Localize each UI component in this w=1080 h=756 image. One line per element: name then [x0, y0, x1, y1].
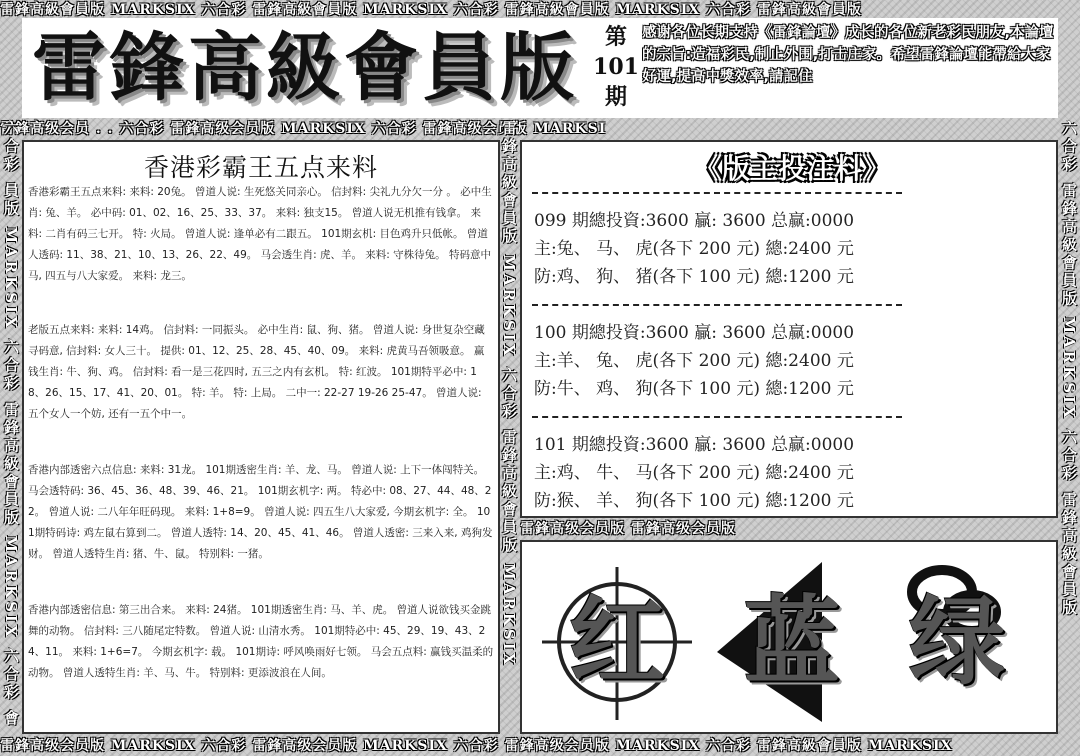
color-word-green: 绿: [909, 585, 1005, 698]
period-guard-pick: 防:猴、 羊、 狗(各下 100 元) 總:1200 元: [534, 491, 854, 511]
color-word-red: 红: [569, 585, 665, 698]
period-main-pick: 主:羊、 兔、 虎(各下 200 元) 總:2400 元: [534, 351, 854, 371]
right-side-band: 六合彩 雷鋒高級會員版 MARKSIX 六合彩 雷鋒高級會員版: [1060, 120, 1078, 618]
info-block: 香港内部透密信息: 第三出合来。 来料: 24猪。 101期透密生肖: 马、羊、虎。 曾道人说欲钱买金跳舞的动物。 信封料: 三八随尾定特数。 曾道人说: 山清水秀。 101期特必中: 45、29、19、43、24、11。 来料: 1+6=7。 今期玄机字: 载。 101期诗: 呼风唤雨好七领。 马会五点料: 赢钱买温柔的动物。 曾道人透特生肖: 羊、马、牛。 特别料: 更添波浪在人间。: [28, 604, 494, 679]
left-info-panel: [22, 140, 500, 734]
period-invest: 101 期總投資:3600 贏: 3600 总赢:0000: [534, 435, 855, 455]
top-watermark-band: 雷鋒高級會員版 MARKSIX 六合彩 雷鋒高級會員版 MARKSIX 六合彩 雷鋒高級會員版 MARKSIX 六合彩 雷鋒高級會員版: [0, 2, 862, 18]
period-invest: 099 期總投資:3600 贏: 3600 总赢:0000: [534, 211, 855, 231]
period-main-pick: 主:鸡、 牛、 马(各下 200 元) 總:2400 元: [534, 463, 854, 483]
info-block: 香港彩霸王五点来料: 来料: 20兔。 曾道人说: 生死悠关同亲心。 信封料: 尖礼九分欠一分 。 必中生肖: 兔、羊。 必中码: 01、02、16、25、33、37。 来料: 独支15。 曾道人说无机推有钱拿。 来料: 二肖有码三七开。 特: 火局。 曾道人说: 逢单必有二跟五。 101期玄机: 目色鸡升只低帐。 曾道人透码: 11、38、21、10、13、26、22、49。 马会透生肖: 虎、羊。 来料: 守株待兔。 特码意中马, 四五与八大家爱。 来料: 龙三。: [28, 186, 492, 282]
period-main-pick: 主:兔、 马、 虎(各下 200 元) 總:2400 元: [534, 239, 854, 259]
bet-panel: [520, 140, 1058, 518]
middle-side-band: 雷鋒高級會員版 MARKSIX 六合彩 雷鋒高級會員版 MARKSIX: [500, 120, 518, 668]
info-block: 老版五点来料: 来料: 14鸡。 信封料: 一同振头。 必中生肖: 鼠、狗、猪。 曾道人说: 身世复杂空藏寻码意, 信封料: 女人三十。 提供: 01、12、25、28、45、40、09。 来料: 虎黄马吾领吸意。 赢钱生肖: 牛、狗、鸡。 信封料: 看一是三花四时, 五三之内有玄机。 特: 红波。 101期特平必中: 18、26、15、17、41、20、01。 特: 羊。 特: 上局。 二中一: 22-27 19-26 25-47。 曾道人说: 五个女人一个妨, 还有一五个中一。: [28, 324, 485, 420]
issue-value: 101: [593, 54, 639, 80]
bet-panel-title: 《版主投注料》: [693, 152, 890, 185]
thanks-message: 感谢各位长期支持《雷鋒論壇》成长的各位新老彩民朋友,本論壇的宗旨:造福彩民,制止外围,打击庄家。希望雷鋒論壇能帶給大家好運,提高中獎效率,請記住: [642, 25, 1054, 85]
header: [22, 18, 1058, 118]
color-section-band: 雷鋒高级会员版 雷鋒高级会员版: [520, 521, 736, 537]
left-side-band: 六合彩 員版 MARKSIX 六合彩 雷鋒高級會員版 MARKSIX 六合彩 會: [2, 120, 20, 729]
divider: [532, 304, 902, 306]
divider: [532, 192, 902, 194]
period-invest: 100 期總投資:3600 贏: 3600 总赢:0000: [534, 323, 855, 343]
period-guard-pick: 防:牛、 鸡、 狗(各下 100 元) 總:1200 元: [534, 379, 854, 399]
info-block: 香港内部透密六点信息: 来料: 31龙。 101期透密生肖: 羊、龙、马。 曾道人说: 上下一体闯特关。 马会透特码: 36、45、36、48、39、46、21。 101期玄机字: 两。 特必中: 08、27、44、48、22。 曾道人说: 二八年年旺码现。 来料: 1+8=9。 曾道人说: 四五生八大家爱, 今期玄机字: 全。 101期特码诗: 鸡左鼠右算到二。 曾道人透特: 14、20、45、41、46。 曾道人透密: 三来入来, 鸡狗发财。 曾道人透特生肖: 猪、牛、鼠。 特别料: 一猪。: [28, 464, 493, 560]
issue-prefix: 第: [604, 24, 627, 50]
issue-suffix: 期: [604, 84, 627, 110]
divider: [532, 416, 902, 418]
bottom-watermark-band: 雷鋒高级会员版 MARKSIX 六合彩 雷鋒高级会员版 MARKSIX 六合彩 雷鋒高级会员版 MARKSIX 六合彩 雷鋒高級會員版 MARKSIX: [0, 738, 953, 754]
period-guard-pick: 防:鸡、 狗、 猪(各下 100 元) 總:1200 元: [534, 267, 854, 287]
issue-number: [590, 22, 642, 114]
color-word-blue: 蓝: [744, 585, 840, 698]
brand-logo: 雷鋒高級會員版: [32, 25, 578, 111]
color-section: [520, 540, 1058, 734]
left-panel-title: 香港彩霸王五点来料: [143, 153, 378, 182]
mid-watermark-band: 雷鋒高级会员 . . 六合彩 雷鋒高级会员版 MARKSIX 六合彩 雷鋒高级会员版 MARKSI: [0, 121, 607, 137]
